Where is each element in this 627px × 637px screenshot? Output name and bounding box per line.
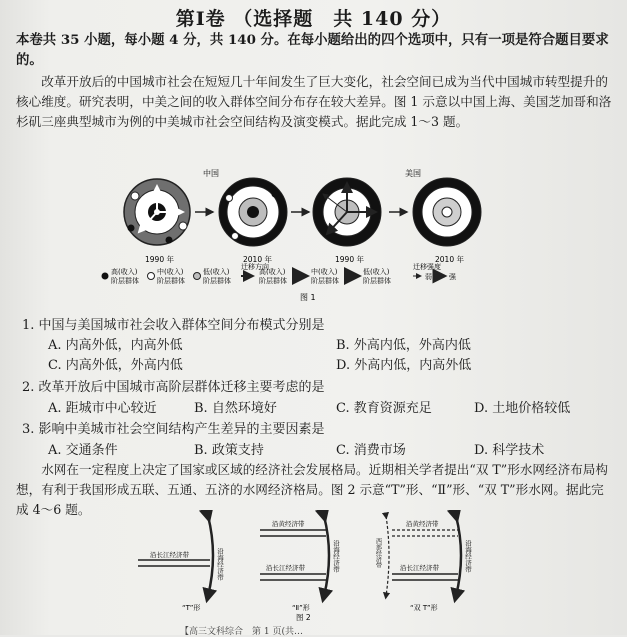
svg-text:阶层群体: 阶层群体 — [157, 277, 185, 285]
legend-strength-title: 迁移强度 — [413, 263, 441, 271]
figure-1-legend — [102, 262, 458, 285]
svg-text:高(收入): 高(收入) — [259, 268, 286, 276]
svg-text:阶层群体: 阶层群体 — [203, 277, 231, 285]
q3-stem: 3. 影响中美城市社会空间结构产生差异的主要因素是 — [22, 422, 325, 437]
figure-2-caption: 图 2 — [296, 613, 311, 622]
legend-high-line2: 阶层群体 — [111, 277, 139, 285]
section-intro: 本卷共 35 小题，每小题 4 分，共 140 分。在每小题给出的四个选项中，只有一项是符合题目要求的。 — [16, 32, 609, 68]
legend-high-line1: 高(收入) — [111, 268, 138, 276]
svg-text:阶层群体: 阶层群体 — [259, 277, 287, 285]
svg-text:沿黄经济带: 沿黄经济带 — [272, 520, 305, 528]
china-2010-diagram — [219, 178, 287, 246]
svg-text:阶层群体: 阶层群体 — [363, 277, 391, 285]
page-footer: 【高三文科综合 第 1 页(共… — [180, 627, 303, 637]
year-label-3: 1990 年 — [335, 255, 364, 264]
svg-text:沿海经济带: 沿海经济带 — [464, 540, 472, 573]
usa-label: 美国 — [405, 169, 421, 178]
q1-option-a[interactable]: A. 内高外低，内高外低 — [48, 338, 183, 353]
passage-2: 水网在一定程度上决定了国家或区域的经济社会发展格局。近期相关学者提出“双 T”形水网经济布局构想，有利于我国形成五联、五通、五济的水网经济格局。图 2 示意“T”形、“Ⅱ”形、“双 T”形水网。据此完成 4～6 题。 — [16, 462, 608, 517]
svg-text:强: 强 — [449, 273, 456, 281]
svg-text:中(收入): 中(收入) — [311, 268, 338, 276]
t-shape-diagram — [138, 516, 224, 612]
svg-text:低(收入): 低(收入) — [203, 268, 230, 276]
year-label-2: 2010 年 — [243, 255, 272, 264]
svg-text:沿长江经济带: 沿长江经济带 — [400, 564, 439, 572]
china-label: 中国 — [203, 169, 219, 178]
usa-1990-diagram — [313, 178, 381, 246]
year-label-4: 2010 年 — [435, 255, 464, 264]
svg-text:弱: 弱 — [425, 273, 432, 281]
q3-option-a[interactable]: A. 交通条件 — [48, 443, 118, 458]
svg-text:中(收入): 中(收入) — [157, 268, 184, 276]
q2-stem: 2. 改革开放后中国城市高阶层群体迁移主要考虑的是 — [22, 380, 325, 395]
q2-option-c[interactable]: C. 教育资源充足 — [336, 401, 432, 416]
q1-stem: 1. 中国与美国城市社会收入群体空间分布模式分别是 — [22, 318, 325, 333]
figure-1 — [95, 168, 535, 308]
svg-text:沿长江经济带: 沿长江经济带 — [266, 564, 305, 572]
q3-option-c[interactable]: C. 消费市场 — [336, 443, 406, 458]
legend-direction-title: 迁移方向 — [241, 263, 269, 271]
double-t-shape-label: “双 T”形 — [410, 604, 438, 612]
q2-option-d[interactable]: D. 土地价格较低 — [474, 401, 571, 416]
q2-option-b[interactable]: B. 自然环境好 — [194, 401, 277, 416]
q3-option-b[interactable]: B. 政策支持 — [194, 443, 264, 458]
ii-shape-diagram — [260, 516, 340, 612]
figure-2 — [130, 510, 500, 622]
china-1990-diagram — [124, 179, 190, 245]
svg-text:沿黄经济带: 沿黄经济带 — [406, 520, 439, 528]
double-t-shape-diagram — [375, 516, 473, 612]
figure-1-caption: 图 1 — [300, 293, 316, 302]
section-title: 第Ⅰ卷 （选择题 共 140 分） — [175, 8, 452, 30]
svg-text:低(收入): 低(收入) — [363, 268, 390, 276]
q1-option-c[interactable]: C. 内高外低，外高内低 — [48, 358, 183, 373]
svg-text:西部经济带: 西部经济带 — [374, 538, 382, 568]
q1-option-d[interactable]: D. 外高内低，内高外低 — [336, 358, 472, 373]
q1-option-b[interactable]: B. 外高内低，外高内低 — [336, 338, 471, 353]
t-shape-label: “T”形 — [182, 604, 201, 612]
usa-2010-diagram — [413, 178, 481, 246]
q3-option-d[interactable]: D. 科学技术 — [474, 443, 545, 458]
passage-1: 改革开放后的中国城市社会在短短几十年间发生了巨大变化，社会空间已成为当代中国城市转型提升的核心维度。研究表明，中美之间的收入群体空间分布存在较大差异。图 1 示意以中国上海、美国芝加哥和洛杉矶三座典型城市为例的中美城市社会空间结构及演变模式。据此完成 1～3 题。 — [16, 74, 612, 129]
ii-shape-label: “Ⅱ”形 — [292, 604, 310, 612]
q2-option-a[interactable]: A. 距城市中心较近 — [48, 401, 157, 416]
svg-text:阶层群体: 阶层群体 — [311, 277, 339, 285]
svg-text:沿海经济带: 沿海经济带 — [216, 548, 224, 581]
svg-text:沿长江经济带: 沿长江经济带 — [150, 551, 189, 559]
year-label-1: 1990 年 — [145, 255, 174, 264]
svg-text:沿海经济带: 沿海经济带 — [332, 540, 340, 573]
